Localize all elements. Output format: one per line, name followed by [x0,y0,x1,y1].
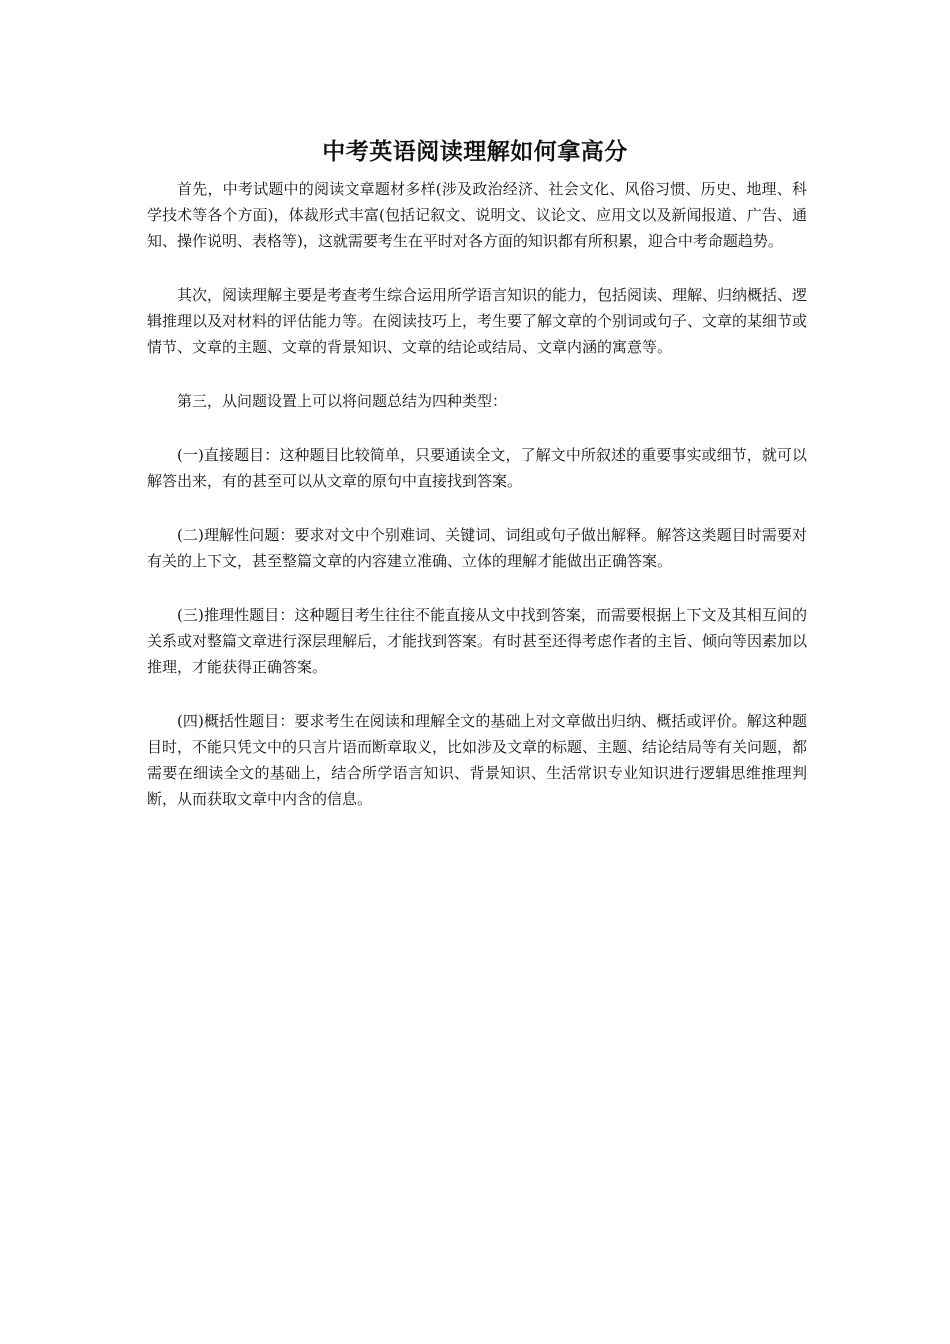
paragraph-1: 首先，中考试题中的阅读文章题材多样(涉及政治经济、社会文化、风俗习惯、历史、地理、科学技术等各个方面)，体裁形式丰富(包括记叙文、说明文、议论文、应用文以及新闻报道、广告、通知、操作说明、表格等)，这就需要考生在平时对各方面的知识都有所积累，迎合中考命题趋势。 [147,180,807,250]
paragraph-7: (四)概括性题目：要求考生在阅读和理解全文的基础上对文章做出归纳、概括或评价。解这种题目时，不能只凭文中的只言片语而断章取义，比如涉及文章的标题、主题、结论结局等有关问题，都需要在细读全文的基础上，结合所学语言知识、背景知识、生活常识专业知识进行逻辑思维推理判断，从而获取文章中内含的信息。 [147,712,808,808]
paragraph-2: 其次，阅读理解主要是考查考生综合运用所学语言知识的能力，包括阅读、理解、归纳概括、逻辑推理以及对材料的评估能力等。在阅读技巧上，考生要了解文章的个别词或句子、文章的某细节或情节、文章的主题、文章的背景知识、文章的结论或结局、文章内涵的寓意等。 [147,286,808,356]
document-body [147,176,807,840]
paragraph-5: (二)理解性问题：要求对文中个别难词、关键词、词组或句子做出解释。解答这类题目时需要对有关的上下文，甚至整篇文章的内容建立准确、立体的理解才能做出正确答案。 [147,526,807,570]
paragraph-6: (三)推理性题目：这种题目考生往往不能直接从文中找到答案，而需要根据上下文及其相互间的关系或对整篇文章进行深层理解后，才能找到答案。有时甚至还得考虑作者的主旨、倾向等因素加以推理，才能获得正确答案。 [147,606,808,676]
paragraph-3: 第三，从问题设置上可以将问题总结为四种类型： [177,392,508,410]
document-title: 中考英语阅读理解如何拿高分 [322,139,628,165]
paragraph-4: (一)直接题目：这种题目比较简单，只要通读全文，了解文中所叙述的重要事实或细节，就可以解答出来，有的甚至可以从文章的原句中直接找到答案。 [147,446,807,490]
